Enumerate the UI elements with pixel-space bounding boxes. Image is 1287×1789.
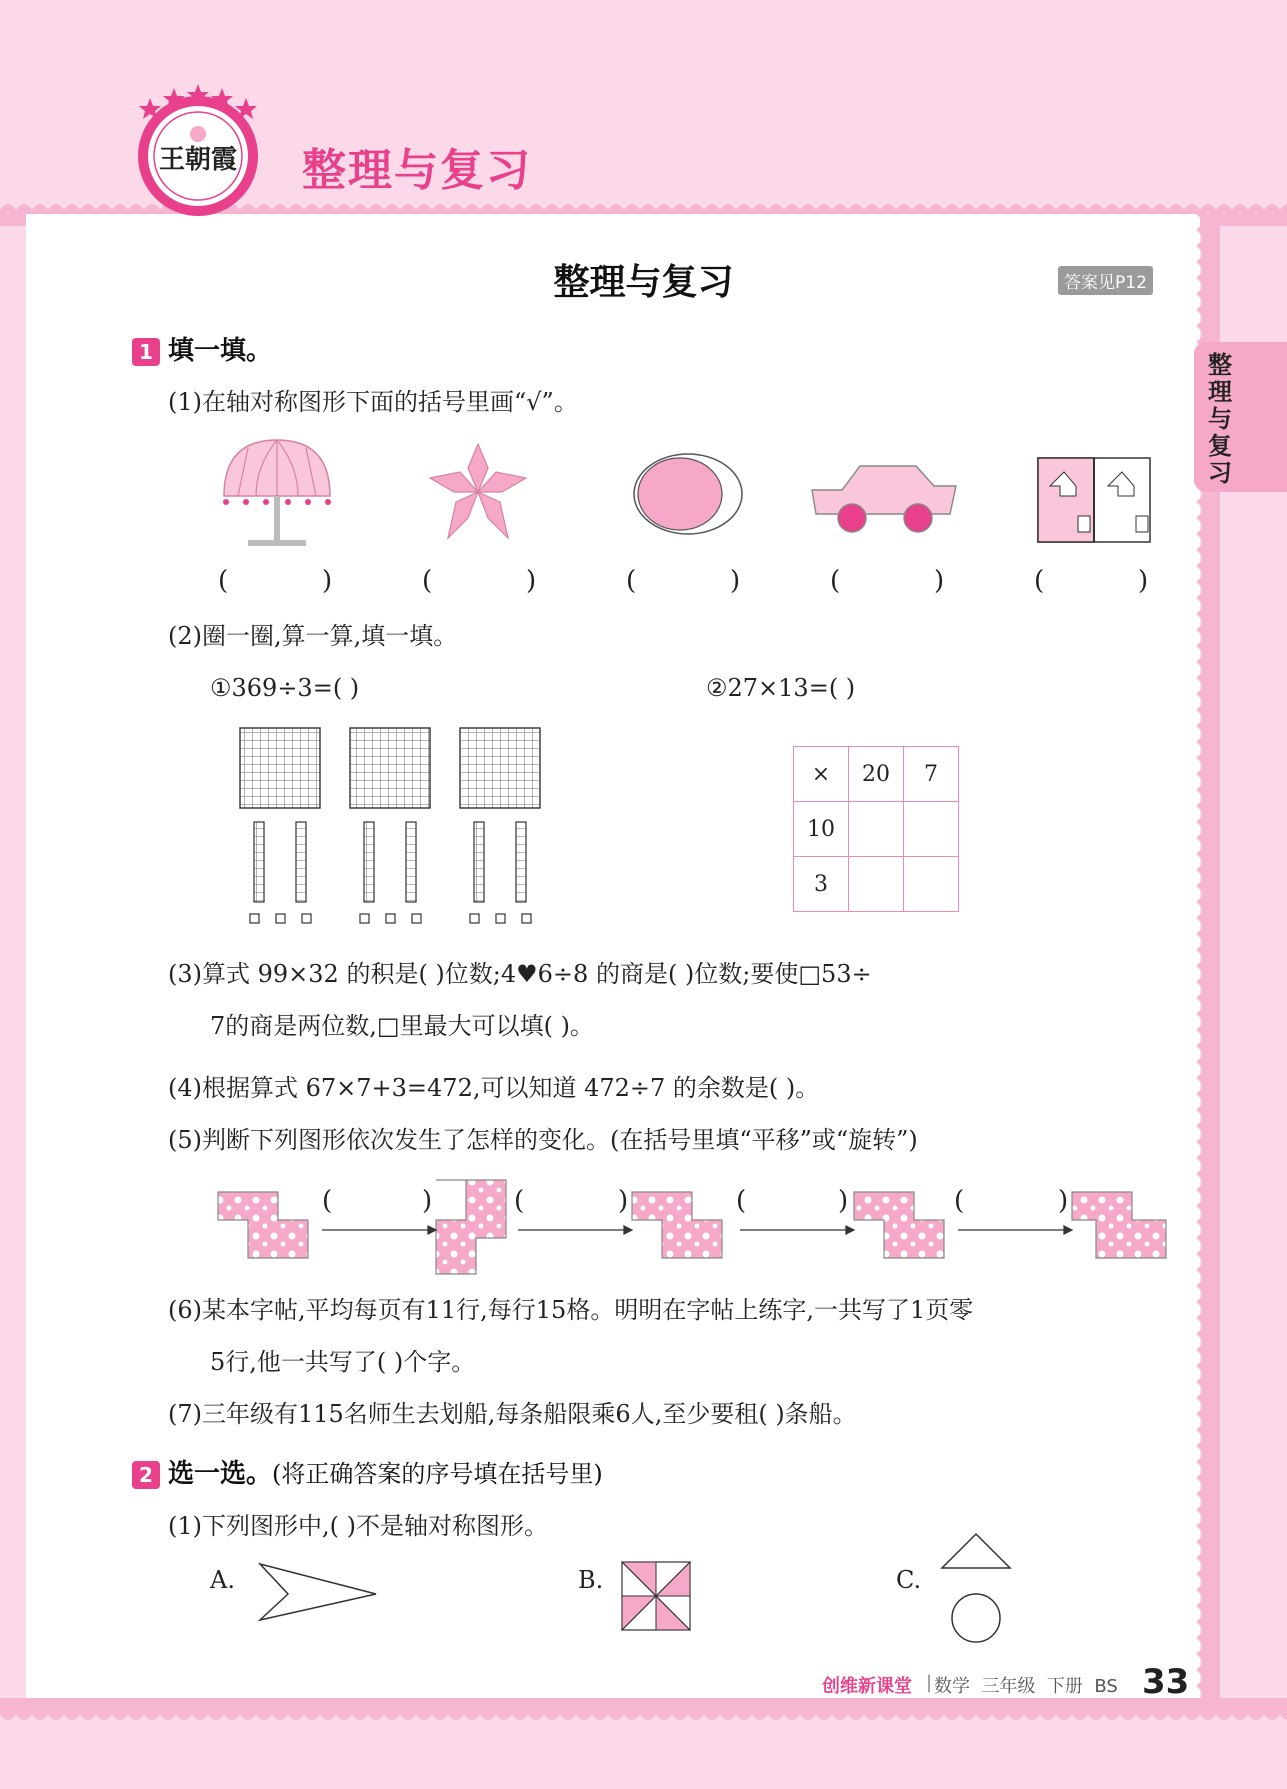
grid-row-header: 3: [794, 857, 849, 912]
section-1-heading: [132, 335, 272, 367]
option-a-arrow-figure: [256, 1560, 380, 1624]
shape-2: [436, 1180, 506, 1274]
question-1-2-b: ②27×13=( ): [706, 674, 856, 702]
paren-open: (: [954, 1186, 965, 1216]
question-1-6-line2: 5行,他一共写了( )个字。: [210, 1348, 476, 1376]
grid-header-cell: 20: [849, 747, 904, 802]
shape-1: [218, 1192, 308, 1258]
logo-text: 王朝霞: [158, 145, 238, 175]
question-1-2-a: ①369÷3=( ): [210, 674, 360, 702]
question-2-1: (1)下列图形中,( )不是轴对称图形。: [168, 1512, 548, 1540]
grid-header-cell: 7: [904, 747, 959, 802]
footer-divider: |: [926, 1672, 933, 1693]
mirrored-arrows-figure: [1036, 456, 1152, 544]
question-1-7: (7)三年级有115名师生去划船,每条船限乘6人,至少要租( )条船。: [168, 1400, 857, 1428]
paren-close: ): [730, 566, 741, 596]
question-1-2: (2)圈一圈,算一算,填一填。: [168, 622, 458, 650]
side-tab-label: 整理与复习: [1208, 351, 1232, 487]
grid-answer-cell[interactable]: [904, 857, 959, 912]
multiplication-grid: [793, 746, 959, 912]
footer-info: 数学 三年级 下册 BS: [934, 1676, 1118, 1697]
bottom-wave-border: [0, 1698, 1287, 1734]
page-title: 整理与复习: [553, 262, 734, 303]
question-1-3-line2: 7的商是两位数,□里最大可以填( )。: [210, 1012, 594, 1040]
question-1-4: (4)根据算式 67×7+3=472,可以知道 472÷7 的余数是( )。: [168, 1074, 820, 1102]
paren-close: ): [934, 566, 945, 596]
paren-close: ): [838, 1186, 849, 1216]
section-1-label: 填一填。: [168, 336, 273, 366]
question-1-1: (1)在轴对称图形下面的括号里画“√”。: [168, 388, 578, 416]
shape-4: [854, 1192, 944, 1258]
logo-badge: [130, 84, 266, 220]
paren-close: ): [526, 566, 537, 596]
answer-reference-tag: 答案见P12: [1058, 266, 1153, 295]
question-1-5: (5)判断下列图形依次发生了怎样的变化。(在括号里填“平移”或“旋转”): [168, 1126, 918, 1154]
grid-header-cell: ×: [794, 747, 849, 802]
ones-cubes: [250, 914, 531, 923]
section-2-number: 2: [132, 1461, 160, 1489]
question-1-3-line1: (3)算式 99×32 的积是( )位数;4♥6÷8 的商是( )位数;要使□53÷: [168, 960, 872, 988]
shape-5: [1072, 1192, 1166, 1258]
paren-close: ): [422, 1186, 433, 1216]
paren-close: ): [322, 566, 333, 596]
option-b-pinwheel-figure: [620, 1560, 692, 1632]
paren-close: ): [618, 1186, 629, 1216]
ellipse-figure: [632, 452, 744, 536]
section-1-number: 1: [132, 338, 160, 366]
transformation-sequence: [214, 1176, 1174, 1276]
grid-row-header: 10: [794, 802, 849, 857]
paren-open: (: [322, 1186, 333, 1216]
header-section-title: 整理与复习: [302, 145, 532, 196]
paren-close: ): [1058, 1186, 1069, 1216]
paren-open: (: [218, 566, 229, 596]
paren-open: (: [736, 1186, 747, 1216]
side-tab: [1194, 342, 1287, 492]
option-c-label: C.: [896, 1566, 922, 1594]
option-c-triangle-circle-figure: [938, 1530, 1014, 1648]
section-2-note: (将正确答案的序号填在括号里): [272, 1460, 603, 1488]
option-b-label: B.: [578, 1566, 604, 1594]
section-2-heading: [132, 1458, 603, 1490]
paren-open: (: [1034, 566, 1045, 596]
paren-open: (: [626, 566, 637, 596]
grid-answer-cell[interactable]: [904, 802, 959, 857]
grid-answer-cell[interactable]: [849, 802, 904, 857]
paren-open: (: [830, 566, 841, 596]
paren-open: (: [422, 566, 433, 596]
grid-answer-cell[interactable]: [849, 857, 904, 912]
section-2-label: 选一选。: [168, 1459, 273, 1489]
car-figure: [810, 462, 958, 536]
tens-rods: [254, 822, 526, 902]
base-ten-blocks: [236, 724, 550, 930]
paren-close: ): [1138, 566, 1149, 596]
umbrella-figure: [218, 436, 336, 552]
footer-brand: 创维新课堂: [822, 1676, 912, 1697]
pentagram-figure: [426, 440, 530, 544]
page-number: 33: [1142, 1662, 1190, 1702]
hundreds-flats: [240, 728, 540, 808]
question-1-6-line1: (6)某本字帖,平均每页有11行,每行15格。明明在字帖上练字,一共写了1页零: [168, 1296, 974, 1324]
paren-open: (: [514, 1186, 525, 1216]
shape-3: [632, 1192, 722, 1258]
option-a-label: A.: [210, 1566, 235, 1594]
